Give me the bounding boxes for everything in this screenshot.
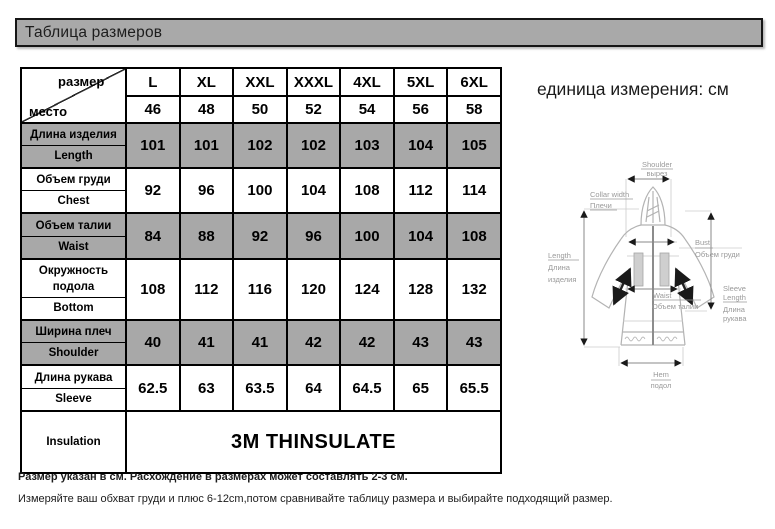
ru-size-cell: 50 [233, 96, 287, 123]
value-cell: 128 [394, 259, 448, 320]
value-cell: 101 [180, 123, 234, 168]
pockets [634, 253, 669, 286]
sleeve-label-en2: Length [723, 293, 746, 302]
sleeve-label-ru1: Длина [723, 305, 745, 314]
footnote-measure-advice: Измеряйте ваш обхват груди и плюс 6-12cm,потом сравнивайте таблицу размера и выбирайте подходящий размер. [18, 493, 613, 505]
row-label-en: Chest [22, 190, 125, 212]
collar-label-en: Collar width [590, 190, 630, 199]
value-cell: 63 [180, 365, 234, 411]
value-cell: 114 [447, 168, 501, 213]
value-cell: 132 [447, 259, 501, 320]
corner-cell [21, 68, 126, 123]
value-cell: 100 [233, 168, 287, 213]
length-label-ru2: изделия [548, 275, 577, 284]
value-cell: 101 [126, 123, 180, 168]
row-label [21, 213, 126, 259]
size-col-header: 4XL [340, 68, 394, 96]
ru-size-cell: 46 [126, 96, 180, 123]
value-cell: 112 [180, 259, 234, 320]
value-cell: 63.5 [233, 365, 287, 411]
table-row-shoulder [21, 320, 501, 365]
ru-size-cell: 48 [180, 96, 234, 123]
waist-label-en: Waist [653, 291, 672, 300]
value-cell: 41 [233, 320, 287, 365]
value-cell: 108 [447, 213, 501, 259]
row-label-ru: Ширина плеч [35, 326, 112, 338]
corner-label-place: место [29, 104, 68, 119]
value-cell: 92 [126, 168, 180, 213]
value-cell: 41 [180, 320, 234, 365]
page-title: Таблица размеров [25, 23, 163, 41]
waist-label-ru: Объем талии [652, 302, 699, 311]
length-label-en: Length [548, 251, 571, 260]
corner-label-size: размер [58, 74, 105, 89]
value-cell: 40 [126, 320, 180, 365]
insulation-value: 3M THINSULATE [126, 411, 501, 473]
value-cell: 104 [394, 213, 448, 259]
row-label-en: Sleeve [22, 388, 125, 410]
row-label-en: Bottom [22, 297, 125, 319]
value-cell: 104 [287, 168, 341, 213]
size-col-header: 6XL [447, 68, 501, 96]
bust-label-en: Bust [695, 238, 711, 247]
row-label-en: Length [22, 145, 125, 167]
value-cell: 64 [287, 365, 341, 411]
bust-label-ru: Объем груди [695, 250, 740, 259]
size-header-row [21, 68, 501, 96]
value-cell: 124 [340, 259, 394, 320]
row-label [21, 168, 126, 213]
row-label-ru: Длина изделия [30, 129, 117, 141]
table-row-insulation [21, 411, 501, 473]
size-col-header: XXL [233, 68, 287, 96]
value-cell: 96 [287, 213, 341, 259]
row-label-en: Shoulder [22, 342, 125, 364]
row-label-ru: Длина рукава [34, 371, 113, 384]
sleeve-label-en1: Sleeve [723, 284, 746, 293]
value-cell: 108 [126, 259, 180, 320]
table-row-bottom [21, 259, 501, 320]
ru-size-cell: 56 [394, 96, 448, 123]
shoulder-label-en: Shoulder [641, 160, 673, 169]
value-cell: 103 [340, 123, 394, 168]
value-cell: 62.5 [126, 365, 180, 411]
insulation-label: Insulation [21, 411, 126, 473]
hem-label-en: Hem [653, 370, 669, 379]
shoulder-label-ru: вырез [646, 169, 668, 178]
value-cell: 65 [394, 365, 448, 411]
value-cell: 42 [287, 320, 341, 365]
value-cell: 42 [340, 320, 394, 365]
footnote-size-tolerance: Размер указан в см. Расхождение в размерах может составлять 2-3 см. [18, 471, 408, 483]
row-label-ru: Окружность подола [38, 265, 109, 293]
value-cell: 104 [394, 123, 448, 168]
value-cell: 108 [340, 168, 394, 213]
value-cell: 43 [394, 320, 448, 365]
size-table [20, 67, 502, 474]
value-cell: 102 [233, 123, 287, 168]
value-cell: 65.5 [447, 365, 501, 411]
ru-size-cell: 52 [287, 96, 341, 123]
value-cell: 43 [447, 320, 501, 365]
jacket-diagram [535, 125, 775, 435]
value-cell: 64.5 [340, 365, 394, 411]
table-row-waist [21, 213, 501, 259]
row-label-ru: Объем талии [35, 219, 112, 232]
value-cell: 105 [447, 123, 501, 168]
size-col-header: L [126, 68, 180, 96]
value-cell: 92 [233, 213, 287, 259]
collar-label-ru: Плечи [590, 201, 612, 210]
row-label-ru: Объем груди [36, 174, 111, 186]
row-label [21, 259, 126, 320]
value-cell: 102 [287, 123, 341, 168]
row-label [21, 123, 126, 168]
row-label [21, 365, 126, 411]
value-cell: 96 [180, 168, 234, 213]
title-bar [15, 18, 763, 47]
row-label-en: Waist [22, 236, 125, 258]
size-col-header: XXXL [287, 68, 341, 96]
value-cell: 116 [233, 259, 287, 320]
size-col-header: XL [180, 68, 234, 96]
sleeve-label-ru2: рукава [723, 314, 747, 323]
value-cell: 112 [394, 168, 448, 213]
hem-stitching [625, 337, 677, 341]
ru-size-cell: 58 [447, 96, 501, 123]
size-col-header: 5XL [394, 68, 448, 96]
value-cell: 84 [126, 213, 180, 259]
unit-note: единица измерения: см [537, 79, 729, 99]
table-row-sleeve [21, 365, 501, 411]
value-cell: 100 [340, 213, 394, 259]
ru-size-cell: 54 [340, 96, 394, 123]
value-cell: 88 [180, 213, 234, 259]
value-cell: 120 [287, 259, 341, 320]
length-label-ru1: Длина [548, 263, 570, 272]
table-row-length [21, 123, 501, 168]
row-label [21, 320, 126, 365]
table-row-chest [21, 168, 501, 213]
hem-label-ru: подол [650, 381, 672, 390]
